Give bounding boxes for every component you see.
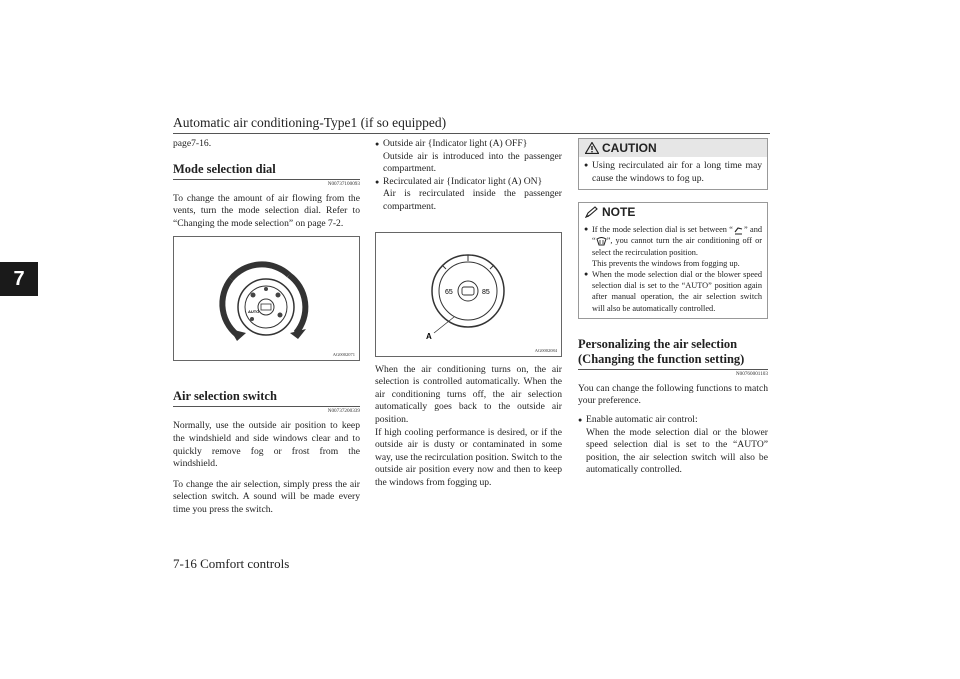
note1-text-post: ”, you cannot turn the air conditioning off or select the recirculation position. <box>592 236 762 257</box>
mode-selection-text: To change the amount of air flowing from the vents, turn the mode selection dial. Refer to “Changing the mode selection” on page 7-2. <box>173 192 360 229</box>
bullet-title: Enable automatic air control: <box>586 414 698 425</box>
bullet-icon: ● <box>584 161 589 169</box>
air-control-text-1: When the air conditioning turns on, the air selection is controlled automatically. When the air conditioning turns off, the air selection automatically goes back to the outside air position. <box>375 363 562 425</box>
bullet-icon: ● <box>584 270 589 278</box>
chapter-tab: 7 <box>0 262 38 296</box>
temp-right: 85 <box>482 288 490 296</box>
list-item <box>584 224 762 269</box>
personalizing-text: You can change the following functions to match your preference. <box>578 382 768 407</box>
note-label: NOTE <box>602 205 636 220</box>
note-box <box>578 202 768 319</box>
bullet-icon: ● <box>375 140 380 148</box>
bullet-icon: ● <box>584 225 589 234</box>
figure-code: AG0002084 <box>534 347 557 353</box>
bullet-icon: ● <box>375 177 380 186</box>
section-code: N00760001103 <box>735 370 768 377</box>
note-header <box>579 203 767 221</box>
heading-rule <box>173 179 360 180</box>
air-selection-illustration <box>376 233 563 356</box>
bullet-title: Recirculated air {Indicator light (A) ON} <box>383 175 543 187</box>
page-header-title: Automatic air conditioning-Type1 (if so equipped) <box>173 115 447 130</box>
warning-triangle-icon <box>585 142 599 154</box>
note2-text: When the mode selection dial or the blower speed selection dial is set to the “AUTO” position again after manual operation, the air selection switch will also be automatically controlled. <box>592 270 762 313</box>
caution-header <box>579 139 767 157</box>
section-code: N00737200339 <box>327 408 360 415</box>
defrost-floor-icon <box>733 226 744 235</box>
caution-label: CAUTION <box>602 141 657 155</box>
page-footer: 7-16 Comfort controls <box>173 556 290 571</box>
bullet-text: Air is recirculated inside the passenger compartment. <box>383 188 562 212</box>
heading-rule <box>173 406 360 407</box>
mode-dial-illustration <box>174 237 361 360</box>
bullet-icon: ● <box>578 416 583 424</box>
air-selection-text-2: To change the air selection, simply press the air selection switch. A sound will be made every time you press the switch. <box>173 478 360 515</box>
air-selection-heading: Air selection switch <box>173 389 277 404</box>
list-item <box>375 138 562 176</box>
intro-text: page7-16. <box>173 138 212 149</box>
column-left <box>173 138 360 517</box>
list-item <box>375 176 562 214</box>
caution-text: Using recirculated air for a long time may cause the windows to fog up. <box>592 160 762 184</box>
note1-text-pre: If the mode selection dial is set between “ <box>592 225 733 235</box>
personalizing-heading: Personalizing the air selection (Changing the function setting) <box>578 336 745 366</box>
heading-rule <box>578 369 768 370</box>
list-item <box>584 269 762 314</box>
mode-dial-figure <box>173 236 360 361</box>
list-item <box>584 160 762 185</box>
column-right <box>578 138 768 477</box>
bullet-text: When the mode selection dial or the blower speed selection dial is set to the “AUTO” position, the air selection switch will also be automatically controlled. <box>586 426 768 476</box>
auto-label: AUTO <box>248 309 260 315</box>
note1-text-mid: ” and “ <box>592 225 762 246</box>
bullet-text: Outside air is introduced into the passenger compartment. <box>383 150 562 175</box>
air-selection-figure <box>375 232 562 357</box>
pencil-icon <box>585 206 599 218</box>
figure-code: AG0002071 <box>332 352 355 358</box>
air-control-text-2: If high cooling performance is desired, or if the outside air is dusty or contaminated in some way, use the recirculation position. Switch to the outside air position every now and then to keep the windows from fogging up. <box>375 426 562 488</box>
list-item <box>578 414 768 477</box>
defrost-icon <box>596 237 607 246</box>
indicator-callout: A <box>426 331 432 341</box>
section-code: N00737100093 <box>327 180 360 187</box>
bullet-title: Outside air {Indicator light (A) OFF} <box>383 138 528 149</box>
mode-selection-heading: Mode selection dial <box>173 161 276 176</box>
caution-box <box>578 138 768 190</box>
column-middle <box>375 138 562 490</box>
note1-extra: This prevents the windows from fogging up. <box>592 258 740 268</box>
header-divider <box>173 133 770 134</box>
temp-left: 65 <box>445 288 453 296</box>
air-selection-text-1: Normally, use the outside air position to keep the windshield and side windows clear and to quickly remove fog or frost from the windshield. <box>173 420 360 470</box>
